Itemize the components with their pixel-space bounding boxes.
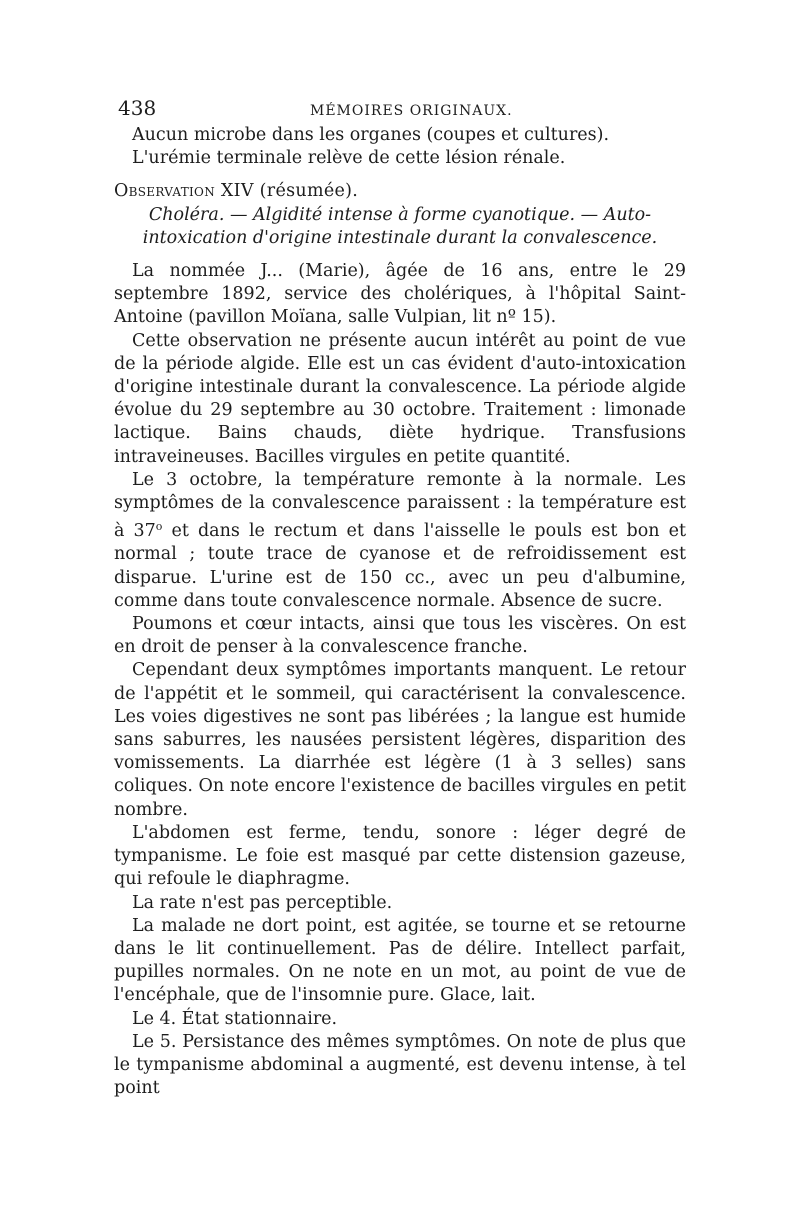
paragraph: Cette observation ne présente aucun intérêt au point de vue de la période algide. Elle est un cas évident d'auto-intoxication d'origine intestinale durant la convalescence. La période algide évolue du 29 septembre au 30 octobre. Traitement : limonade lactique. Bains chauds, diète hydrique. Transfusions intraveineuses. Bacilles virgules en petite quantité. xyxy=(114,330,686,467)
paragraph: La rate n'est pas perceptible. xyxy=(132,892,393,913)
paragraph: La malade ne dort point, est agitée, se tourne et se retourne dans le lit continuellement. Pas de délire. Intellect parfait, pupilles normales. On ne note en un mot, au point de vue de l'encéphale, que de l'insomnie pure. Glace, lait. xyxy=(114,915,686,1006)
degree-superscript: o xyxy=(155,520,163,534)
paragraph: Poumons et cœur intacts, ainsi que tous les viscères. On est en droit de penser à la convalescence franche. xyxy=(114,614,686,658)
observation-suffix: (résumée). xyxy=(259,181,359,202)
paragraph: Cependant deux symptômes importants manquent. Le retour de l'appétit et le sommeil, qui caractérisent la convalescence. Les voies digestives ne sont pas libérées ; la langue est humide sans saburres, les nausées persistent légères, disparition des vomissements. La diarrhée est légère (1 à 3 selles) sans coliques. On note encore l'existence de bacilles virgules en petit nombre. xyxy=(114,660,686,820)
paragraph xyxy=(114,469,686,613)
paragraph: L'abdomen est ferme, tendu, sonore : léger degré de tympanisme. Le foie est masqué par cette distension gazeuse, qui refoule le diaphragme. xyxy=(114,822,686,890)
running-head: MÉMOIRES ORIGINAUX. xyxy=(310,103,513,119)
paragraph-text: Le 3 octobre, la température remonte à la normale. Les symptômes de la convalescence paraissent : la température est à 37 xyxy=(114,469,686,542)
main-text xyxy=(114,124,686,1100)
page-number: 438 xyxy=(118,96,157,120)
paragraph: Le 4. État stationnaire. xyxy=(132,1008,338,1029)
paragraph: La nommée J... (Marie), âgée de 16 ans, entre le 29 septembre 1892, service des cholériques, à l'hôpital Saint-Antoine (pavillon Moïana, salle Vulpian, lit nº 15). xyxy=(114,261,686,328)
observation-label: Observation xyxy=(114,181,215,202)
observation-subtitle: Choléra. — Algidité intense à forme cyanotique. — Auto-intoxication d'origine intestinale durant la convalescence. xyxy=(142,204,658,248)
paragraph-text: et dans le rectum et dans l'aisselle le pouls est bon et normal ; toute trace de cyanose et de refroidissement est disparue. L'urine est de 150 cc., avec un peu d'albumine, comme dans toute convalescence normale. Absence de sucre. xyxy=(114,521,687,611)
observation-number: XIV xyxy=(220,181,254,202)
paragraph: Le 5. Persistance des mêmes symptômes. On note de plus que le tympanisme abdominal a augmenté, est devenu intense, à tel point xyxy=(114,1031,686,1099)
paragraph: Aucun microbe dans les organes (coupes et cultures). xyxy=(132,125,610,145)
paragraph: L'urémie terminale relève de cette lésion rénale. xyxy=(132,148,566,169)
observation-heading xyxy=(114,180,686,203)
